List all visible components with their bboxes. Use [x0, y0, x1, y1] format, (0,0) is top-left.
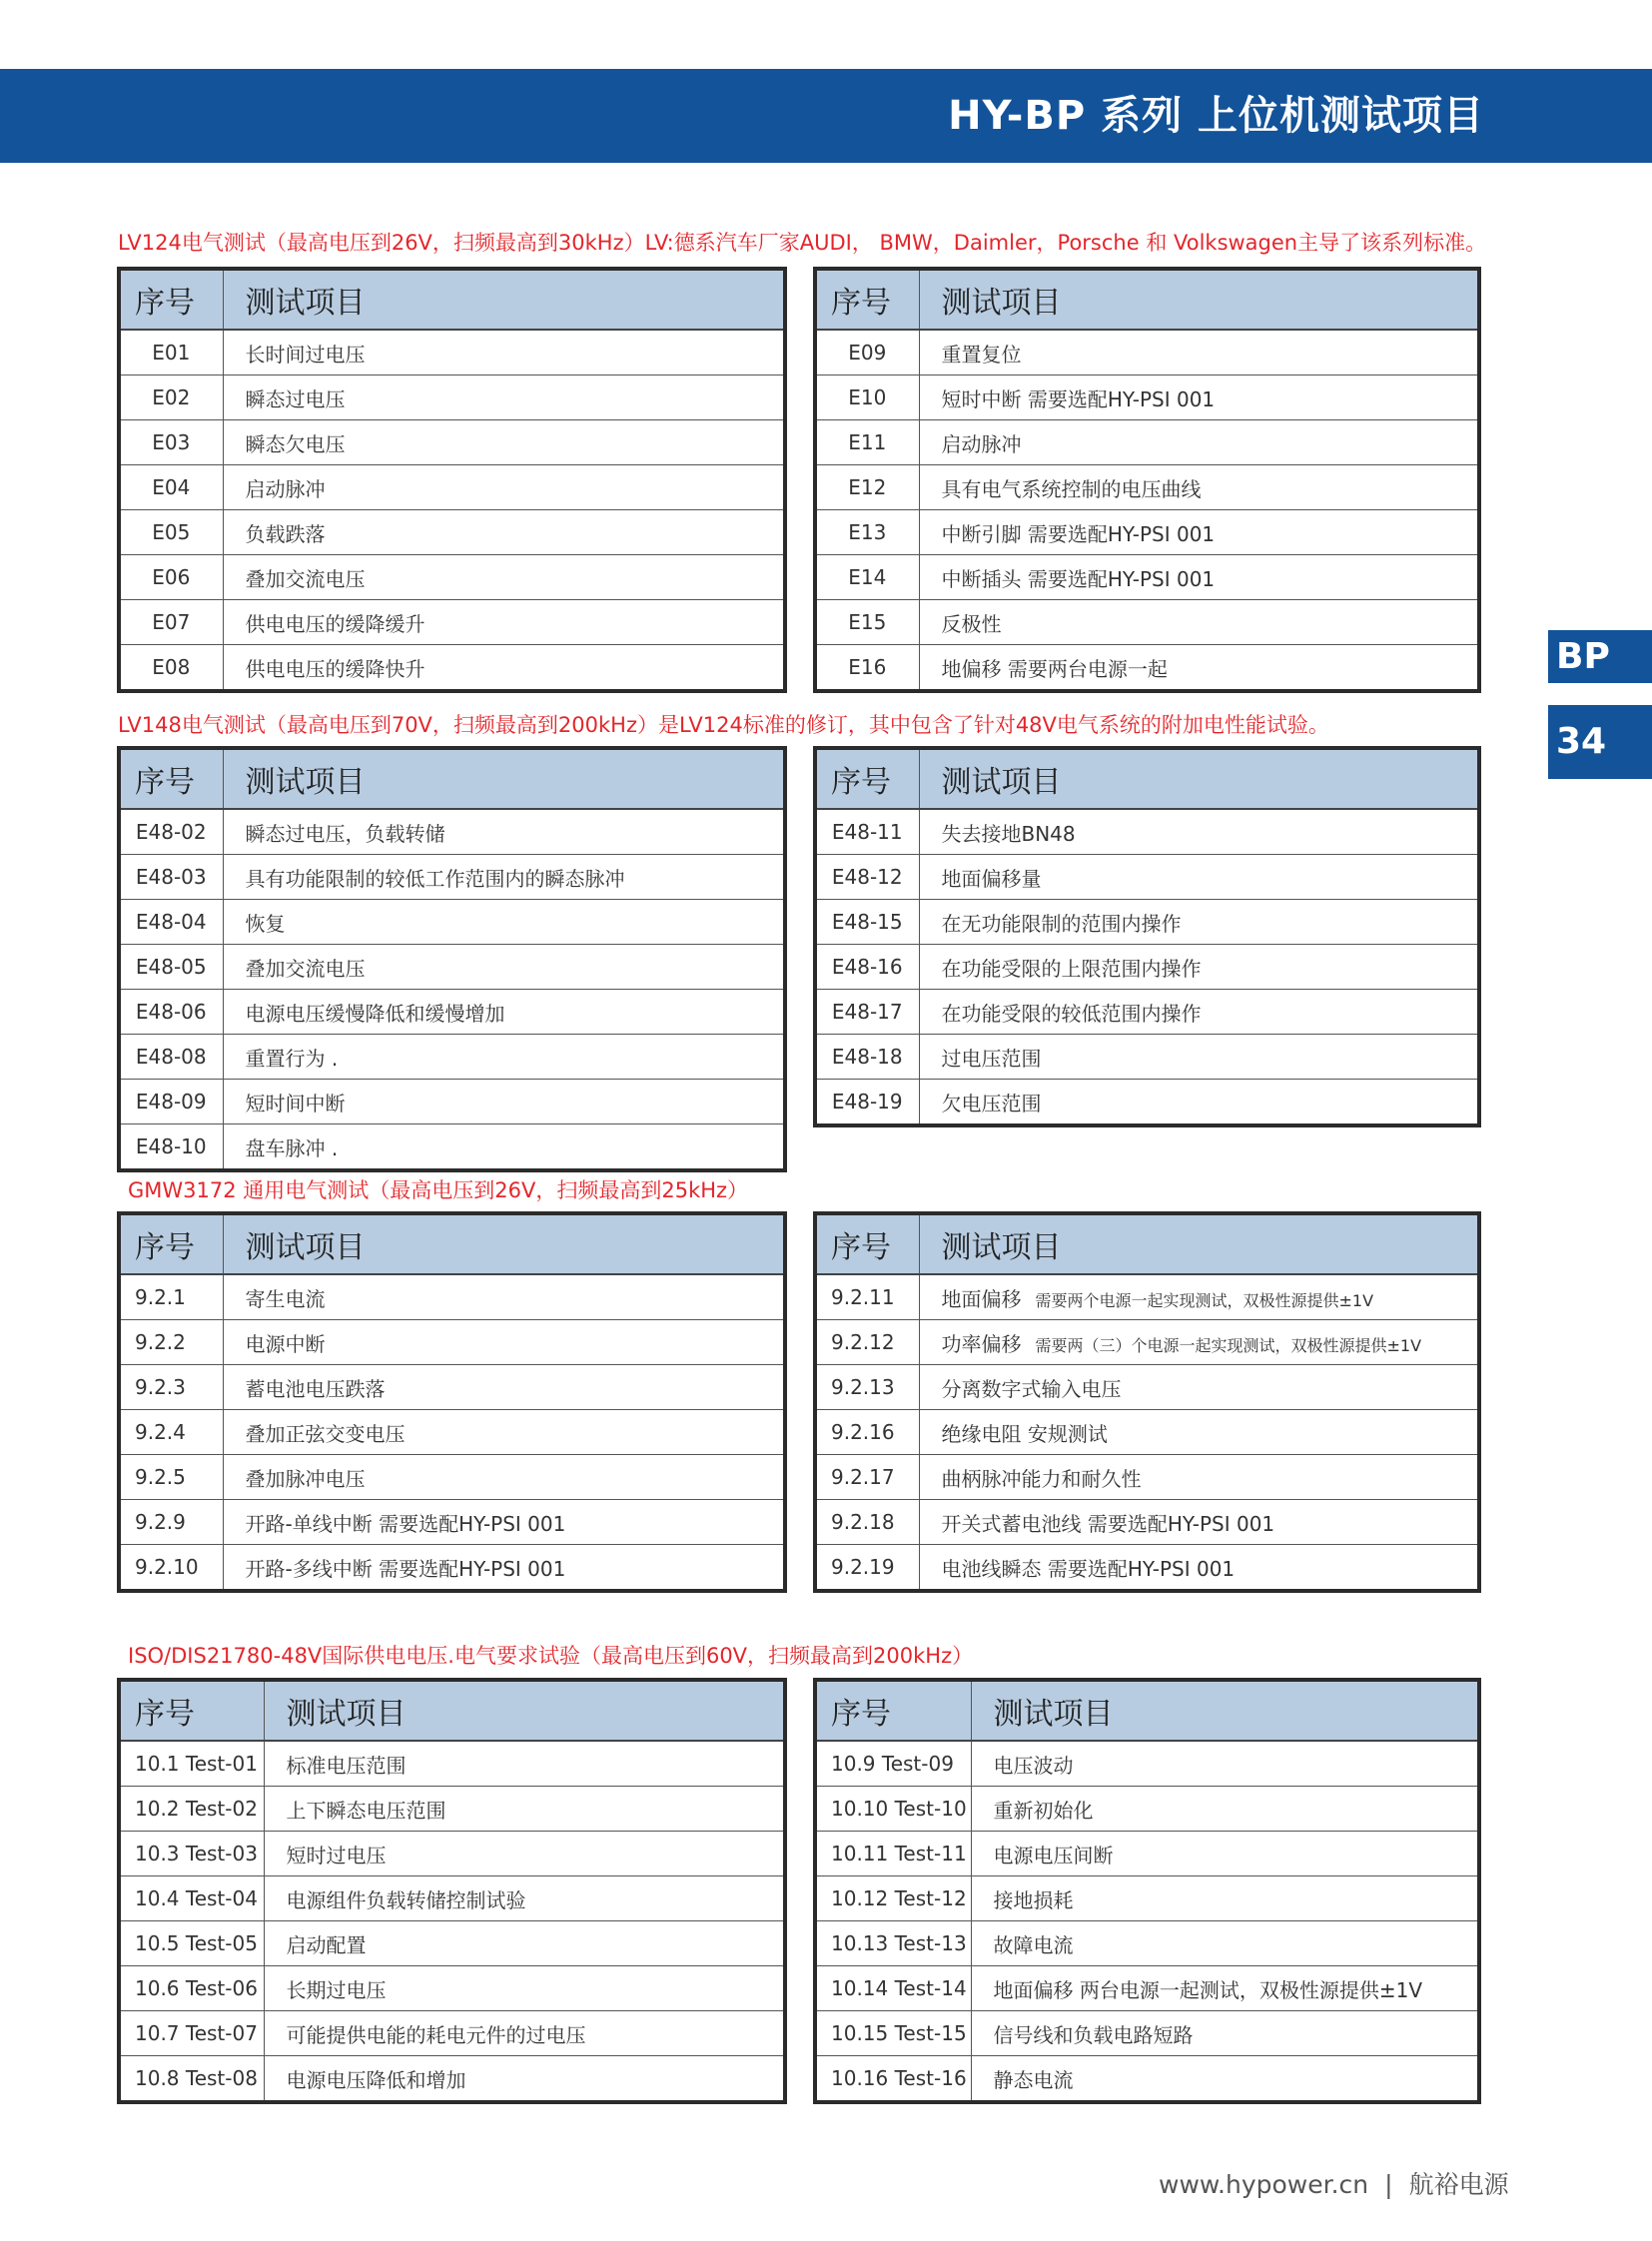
test-item-label: 在功能受限的上限范围内操作: [941, 956, 1202, 981]
row-test-item: [223, 990, 785, 1035]
col-header-item: 测试项目: [919, 269, 1479, 330]
test-item-label: 短时间中断: [245, 1091, 346, 1116]
row-seq: E06: [119, 555, 223, 600]
table-row: [815, 945, 1479, 990]
table-row: [119, 420, 785, 465]
table-row: [119, 1787, 785, 1832]
table-row: [119, 809, 785, 855]
row-seq: E48-15: [815, 900, 919, 945]
row-seq: E48-04: [119, 900, 223, 945]
row-seq: 9.2.10: [119, 1545, 223, 1592]
row-seq: 9.2.3: [119, 1365, 223, 1410]
footer: [1159, 2165, 1509, 2201]
col-header-seq: 序号: [119, 269, 223, 330]
table-row: [119, 1080, 785, 1124]
test-item-label: 分离数字式输入电压: [941, 1376, 1122, 1401]
header-band: [0, 69, 1652, 163]
table-row: [815, 2056, 1479, 2103]
col-header-item: 测试项目: [919, 748, 1479, 809]
test-item-label: 短时过电压: [286, 1843, 387, 1868]
table-row: [119, 645, 785, 692]
test-item-label: 标准电压范围: [286, 1753, 407, 1778]
test-item-label: 恢复: [245, 911, 286, 936]
row-test-item: [223, 510, 785, 555]
test-item-label: 在功能受限的较低范围内操作: [941, 1001, 1202, 1026]
test-item-label: 电源组件负载转储控制试验: [286, 1887, 526, 1912]
row-test-item: [223, 945, 785, 990]
table-row: [119, 2011, 785, 2056]
table-row: [815, 1921, 1479, 1966]
test-item-label: 信号线和负载电路短路: [993, 2022, 1194, 2047]
row-test-item: [971, 1966, 1479, 2011]
test-item-label: 重置复位: [941, 342, 1022, 367]
test-item-label: 瞬态过电压，负载转储: [245, 821, 445, 846]
test-item-label: 短时中断 需要选配HY-PSI 001: [941, 386, 1216, 411]
row-seq: E15: [815, 600, 919, 645]
test-item-label: 地面偏移: [941, 1286, 1022, 1311]
row-seq: E12: [815, 465, 919, 510]
test-item-note: 需要两个电源一起实现测试，双极性源提供±1V: [1035, 1290, 1374, 1310]
table-row: [815, 1365, 1479, 1410]
table-row: [815, 990, 1479, 1035]
row-seq: E10: [815, 375, 919, 420]
table-row: [815, 555, 1479, 600]
row-seq: 9.2.2: [119, 1320, 223, 1365]
table-row: [815, 1500, 1479, 1545]
row-seq: E48-18: [815, 1035, 919, 1080]
table-row: [815, 855, 1479, 900]
row-test-item: [919, 1320, 1479, 1365]
row-seq: E13: [815, 510, 919, 555]
row-seq: E48-12: [815, 855, 919, 900]
table-row: [815, 809, 1479, 855]
row-test-item: [919, 945, 1479, 990]
row-test-item: [223, 1545, 785, 1592]
row-test-item: [264, 2056, 785, 2103]
gmw3172-table-right: [813, 1211, 1481, 1593]
test-item-label: 长时间过电压: [245, 342, 366, 367]
row-test-item: [223, 330, 785, 375]
test-item-label: 地偏移 需要两台电源一起: [941, 656, 1168, 681]
row-seq: E48-19: [815, 1080, 919, 1126]
row-seq: 10.7 Test-07: [119, 2011, 264, 2056]
row-seq: 9.2.4: [119, 1410, 223, 1455]
row-test-item: [223, 1455, 785, 1500]
row-seq: E08: [119, 645, 223, 692]
table-row: [119, 1832, 785, 1876]
row-seq: 9.2.18: [815, 1500, 919, 1545]
test-item-label: 叠加交流电压: [245, 956, 366, 981]
test-item-label: 电源电压降低和增加: [286, 2067, 466, 2092]
test-item-label: 地面偏移 两台电源一起测试，双极性源提供±1V: [993, 1977, 1423, 2002]
col-header-item: 测试项目: [223, 748, 785, 809]
row-seq: 9.2.9: [119, 1500, 223, 1545]
test-item-label: 中断插头 需要选配HY-PSI 001: [941, 566, 1216, 591]
table-row: [815, 1320, 1479, 1365]
test-item-note: 需要两（三）个电源一起实现测试，双极性源提供±1V: [1035, 1335, 1422, 1355]
row-test-item: [264, 1741, 785, 1787]
table-row: [119, 1921, 785, 1966]
row-test-item: [264, 2011, 785, 2056]
table-row: [119, 990, 785, 1035]
table-row: [815, 1080, 1479, 1126]
test-item-label: 可能提供电能的耗电元件的过电压: [286, 2022, 586, 2047]
test-item-label: 叠加交流电压: [245, 566, 366, 591]
row-seq: 10.11 Test-11: [815, 1832, 971, 1876]
row-test-item: [223, 555, 785, 600]
table-row: [119, 510, 785, 555]
row-seq: E48-09: [119, 1080, 223, 1124]
test-item-label: 寄生电流: [245, 1286, 326, 1311]
test-item-label: 反极性: [941, 611, 1002, 636]
section-title-gmw3172: GMW3172 通用电气测试（最高电压到26V，扫频最高到25kHz）: [128, 1178, 749, 1202]
row-test-item: [919, 990, 1479, 1035]
table-row: [119, 1545, 785, 1592]
table-row: [119, 330, 785, 375]
test-item-label: 瞬态欠电压: [245, 431, 346, 456]
test-item-label: 欠电压范围: [941, 1091, 1042, 1116]
test-item-label: 曲柄脉冲能力和耐久性: [941, 1466, 1142, 1491]
row-seq: E48-05: [119, 945, 223, 990]
row-seq: E09: [815, 330, 919, 375]
test-item-label: 绝缘电阻 安规测试: [941, 1421, 1108, 1446]
row-seq: E48-03: [119, 855, 223, 900]
table-row: [815, 1832, 1479, 1876]
row-seq: 10.13 Test-13: [815, 1921, 971, 1966]
col-header-item: 测试项目: [223, 1213, 785, 1274]
row-seq: 9.2.19: [815, 1545, 919, 1592]
table-row: [119, 855, 785, 900]
row-seq: E48-11: [815, 809, 919, 855]
col-header-seq: 序号: [119, 748, 223, 809]
row-seq: 9.2.5: [119, 1455, 223, 1500]
footer-brand: 航裕电源: [1408, 2170, 1509, 2199]
row-test-item: [264, 1787, 785, 1832]
row-test-item: [971, 1876, 1479, 1921]
row-seq: 9.2.11: [815, 1274, 919, 1320]
row-seq: E01: [119, 330, 223, 375]
table-row: [119, 1035, 785, 1080]
test-item-label: 在无功能限制的范围内操作: [941, 911, 1182, 936]
row-test-item: [264, 1966, 785, 2011]
row-test-item: [919, 465, 1479, 510]
row-seq: E48-02: [119, 809, 223, 855]
table-row: [815, 330, 1479, 375]
table-row: [119, 465, 785, 510]
lv148-table-left: [117, 746, 787, 1172]
table-row: [815, 1545, 1479, 1592]
col-header-seq: 序号: [119, 1213, 223, 1274]
test-item-label: 失去接地BN48: [941, 821, 1076, 846]
section-title-lv148: LV148电气测试（最高电压到70V，扫频最高到200kHz）是LV124标准的修订，其中包含了针对48V电气系统的附加电性能试验。: [118, 713, 1329, 737]
table-row: [119, 1320, 785, 1365]
row-test-item: [223, 900, 785, 945]
row-test-item: [919, 809, 1479, 855]
row-seq: E16: [815, 645, 919, 692]
test-item-label: 上下瞬态电压范围: [286, 1798, 446, 1823]
row-test-item: [223, 465, 785, 510]
col-header-seq: 序号: [815, 748, 919, 809]
table-row: [815, 1035, 1479, 1080]
table-row: [119, 1966, 785, 2011]
test-item-label: 长期过电压: [286, 1977, 387, 2002]
row-test-item: [223, 645, 785, 692]
row-test-item: [919, 1365, 1479, 1410]
row-seq: E14: [815, 555, 919, 600]
row-test-item: [223, 1035, 785, 1080]
iso21780-table-right: [813, 1678, 1481, 2104]
row-seq: E04: [119, 465, 223, 510]
lv124-table-left: [117, 267, 787, 693]
col-header-item: 测试项目: [264, 1680, 785, 1741]
row-test-item: [971, 1921, 1479, 1966]
table-row: [815, 375, 1479, 420]
table-row: [815, 1274, 1479, 1320]
row-seq: 10.10 Test-10: [815, 1787, 971, 1832]
col-header-seq: 序号: [815, 1680, 971, 1741]
test-item-label: 开关式蓄电池线 需要选配HY-PSI 001: [941, 1511, 1275, 1536]
table-row: [815, 1455, 1479, 1500]
test-item-label: 供电电压的缓降快升: [245, 656, 425, 681]
test-item-label: 故障电流: [993, 1932, 1074, 1957]
row-seq: 10.2 Test-02: [119, 1787, 264, 1832]
test-item-label: 具有电气系统控制的电压曲线: [941, 476, 1202, 501]
table-row: [119, 1410, 785, 1455]
row-test-item: [919, 1274, 1479, 1320]
lv124-table-right: [813, 267, 1481, 693]
row-test-item: [971, 1832, 1479, 1876]
test-item-label: 瞬态过电压: [245, 386, 346, 411]
table-row: [815, 600, 1479, 645]
test-item-label: 启动脉冲: [941, 431, 1022, 456]
table-row: [119, 1876, 785, 1921]
table-row: [119, 375, 785, 420]
row-seq: E07: [119, 600, 223, 645]
row-test-item: [223, 809, 785, 855]
row-test-item: [223, 1274, 785, 1320]
col-header-item: 测试项目: [223, 269, 785, 330]
row-test-item: [919, 900, 1479, 945]
row-test-item: [919, 1545, 1479, 1592]
col-header-item: 测试项目: [919, 1213, 1479, 1274]
table-row: [815, 420, 1479, 465]
test-item-label: 电池线瞬态 需要选配HY-PSI 001: [941, 1556, 1236, 1581]
page-title: HY-BP 系列 上位机测试项目: [948, 93, 1484, 139]
test-item-label: 电源电压缓慢降低和缓慢增加: [245, 1001, 505, 1026]
table-row: [119, 1365, 785, 1410]
row-test-item: [919, 1035, 1479, 1080]
row-seq: 10.1 Test-01: [119, 1741, 264, 1787]
test-item-label: 功率偏移: [941, 1331, 1022, 1356]
row-seq: 10.4 Test-04: [119, 1876, 264, 1921]
row-test-item: [919, 1455, 1479, 1500]
row-test-item: [223, 420, 785, 465]
table-row: [119, 1274, 785, 1320]
row-test-item: [919, 375, 1479, 420]
col-header-seq: 序号: [815, 1213, 919, 1274]
row-seq: 9.2.16: [815, 1410, 919, 1455]
row-test-item: [971, 1741, 1479, 1787]
row-seq: 10.3 Test-03: [119, 1832, 264, 1876]
table-row: [119, 2056, 785, 2103]
section-title-lv124: LV124电气测试（最高电压到26V，扫频最高到30kHz）LV:德系汽车厂家AUDI， BMW，Daimler，Porsche 和 Volkswagen主导了该系列标准。: [118, 231, 1487, 255]
row-seq: 10.12 Test-12: [815, 1876, 971, 1921]
row-test-item: [919, 855, 1479, 900]
test-item-label: 接地损耗: [993, 1887, 1074, 1912]
test-item-label: 启动脉冲: [245, 476, 326, 501]
row-test-item: [919, 600, 1479, 645]
row-test-item: [919, 510, 1479, 555]
table-row: [815, 510, 1479, 555]
test-item-label: 地面偏移量: [941, 866, 1042, 891]
row-test-item: [919, 555, 1479, 600]
row-test-item: [919, 1080, 1479, 1126]
test-item-label: 蓄电池电压跌落: [245, 1376, 386, 1401]
table-row: [119, 900, 785, 945]
table-row: [119, 1124, 785, 1171]
test-item-label: 中断引脚 需要选配HY-PSI 001: [941, 521, 1216, 546]
row-test-item: [919, 420, 1479, 465]
test-item-label: 开路-单线中断 需要选配HY-PSI 001: [245, 1511, 566, 1536]
table-row: [119, 945, 785, 990]
test-item-label: 叠加正弦交变电压: [245, 1421, 406, 1446]
series-tab: BP: [1548, 630, 1652, 683]
row-seq: 9.2.17: [815, 1455, 919, 1500]
table-row: [119, 1500, 785, 1545]
row-seq: 10.8 Test-08: [119, 2056, 264, 2103]
row-seq: E48-06: [119, 990, 223, 1035]
row-test-item: [919, 1500, 1479, 1545]
row-test-item: [223, 375, 785, 420]
row-seq: 10.16 Test-16: [815, 2056, 971, 2103]
test-item-label: 叠加脉冲电压: [245, 1466, 366, 1491]
row-test-item: [971, 1787, 1479, 1832]
row-test-item: [919, 1410, 1479, 1455]
row-seq: 10.6 Test-06: [119, 1966, 264, 2011]
lv148-table-right: [813, 746, 1481, 1127]
row-test-item: [919, 645, 1479, 692]
row-test-item: [264, 1832, 785, 1876]
table-row: [815, 1410, 1479, 1455]
row-test-item: [223, 1080, 785, 1124]
row-test-item: [264, 1876, 785, 1921]
iso21780-table-left: [117, 1678, 787, 2104]
test-item-label: 重置行为 .: [245, 1046, 339, 1071]
section-title-iso21780: ISO/DIS21780-48V国际供电电压.电气要求试验（最高电压到60V，扫频最高到200kHz）: [128, 1644, 974, 1668]
row-seq: E05: [119, 510, 223, 555]
col-header-item: 测试项目: [971, 1680, 1479, 1741]
test-item-label: 盘车脉冲 .: [245, 1135, 339, 1160]
test-item-label: 负载跌落: [245, 521, 326, 546]
row-test-item: [971, 2056, 1479, 2103]
row-seq: 10.5 Test-05: [119, 1921, 264, 1966]
row-seq: 10.14 Test-14: [815, 1966, 971, 2011]
test-item-label: 静态电流: [993, 2067, 1074, 2092]
test-item-label: 电源中断: [245, 1331, 326, 1356]
row-seq: 9.2.1: [119, 1274, 223, 1320]
page-number-tab: 34: [1548, 705, 1652, 779]
footer-website: www.hypower.cn: [1159, 2170, 1369, 2199]
test-item-label: 具有功能限制的较低工作范围内的瞬态脉冲: [245, 866, 625, 891]
row-seq: 10.15 Test-15: [815, 2011, 971, 2056]
test-item-label: 启动配置: [286, 1932, 367, 1957]
table-row: [815, 645, 1479, 692]
test-item-label: 重新初始化: [993, 1798, 1094, 1823]
col-header-seq: 序号: [119, 1680, 264, 1741]
row-seq: E02: [119, 375, 223, 420]
row-test-item: [223, 1410, 785, 1455]
row-seq: E48-16: [815, 945, 919, 990]
gmw3172-table-left: [117, 1211, 787, 1593]
row-seq: E48-10: [119, 1124, 223, 1171]
row-seq: 10.9 Test-09: [815, 1741, 971, 1787]
table-row: [815, 1787, 1479, 1832]
test-item-label: 电源电压间断: [993, 1843, 1114, 1868]
table-row: [815, 900, 1479, 945]
row-seq: E03: [119, 420, 223, 465]
test-item-label: 过电压范围: [941, 1046, 1042, 1071]
test-item-label: 开路-多线中断 需要选配HY-PSI 001: [245, 1556, 566, 1581]
table-row: [119, 555, 785, 600]
table-row: [119, 600, 785, 645]
row-seq: E48-08: [119, 1035, 223, 1080]
footer-separator: |: [1384, 2170, 1393, 2199]
row-test-item: [223, 1365, 785, 1410]
test-item-label: 电压波动: [993, 1753, 1074, 1778]
table-row: [815, 1741, 1479, 1787]
row-test-item: [223, 600, 785, 645]
row-test-item: [223, 1500, 785, 1545]
table-row: [815, 465, 1479, 510]
row-seq: 9.2.13: [815, 1365, 919, 1410]
table-row: [815, 1876, 1479, 1921]
col-header-seq: 序号: [815, 269, 919, 330]
row-test-item: [223, 1320, 785, 1365]
table-row: [119, 1455, 785, 1500]
table-row: [815, 1966, 1479, 2011]
row-test-item: [264, 1921, 785, 1966]
row-test-item: [919, 330, 1479, 375]
row-test-item: [223, 855, 785, 900]
table-row: [815, 2011, 1479, 2056]
row-seq: E48-17: [815, 990, 919, 1035]
row-test-item: [223, 1124, 785, 1171]
row-test-item: [971, 2011, 1479, 2056]
table-row: [119, 1741, 785, 1787]
row-seq: E11: [815, 420, 919, 465]
row-seq: 9.2.12: [815, 1320, 919, 1365]
test-item-label: 供电电压的缓降缓升: [245, 611, 425, 636]
